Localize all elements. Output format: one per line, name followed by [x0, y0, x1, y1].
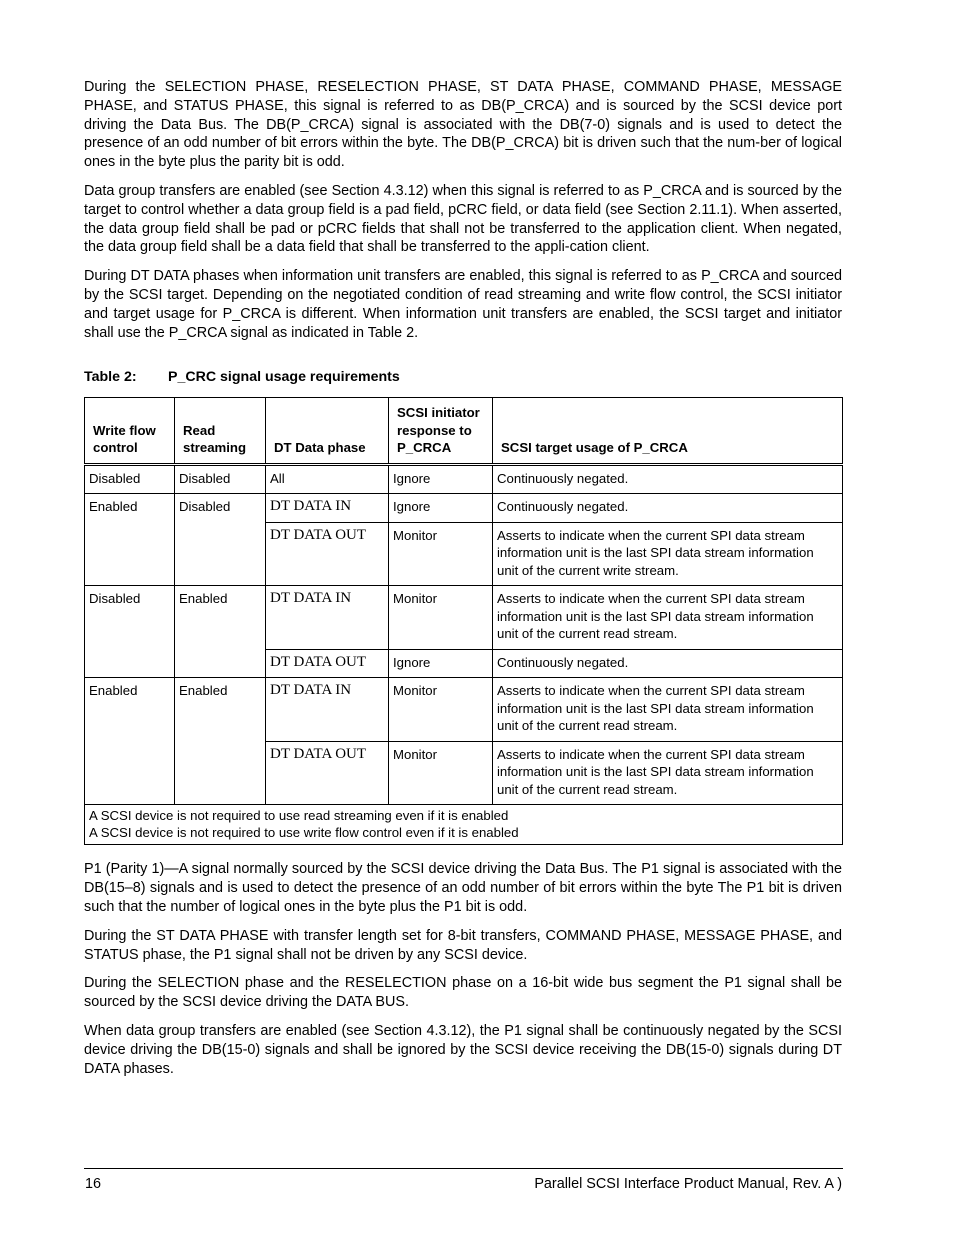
cell-phase: DT DATA OUT [266, 522, 389, 586]
paragraph-dt-data: During DT DATA phases when information unit transfers are enabled, this signal is referred to as P_CRCA and sourced by the SCSI target. Depending on the negotiated condition of read streaming and write flow control, the SCSI initiator and target usage for P_CRCA is different. When information unit transfers are enabled, the SCSI target and initiator shall use the P_CRCA signal as indicated in Table 2. [84, 268, 842, 341]
cell-response: Ignore [389, 464, 493, 494]
cell-response: Monitor [389, 678, 493, 742]
cell-response: Monitor [389, 522, 493, 586]
cell-usage: Continuously negated. [493, 464, 843, 494]
cell-phase: DT DATA OUT [266, 741, 389, 805]
header-write-flow: Write flow control [85, 398, 175, 465]
cell-usage: Asserts to indicate when the current SPI data stream information unit is the last SPI data stream information unit of the current read stream. [493, 586, 843, 650]
table-row [85, 494, 843, 523]
table-row [85, 586, 843, 650]
page-number: 16 [85, 1176, 102, 1192]
cell-write: Disabled [85, 464, 175, 494]
footer-divider [84, 1168, 843, 1169]
cell-read: Disabled [175, 494, 266, 586]
cell-phase: All [266, 464, 389, 494]
cell-usage: Asserts to indicate when the current SPI data stream information unit is the last SPI data stream information unit of the current read stream. [493, 741, 843, 805]
cell-phase: DT DATA IN [266, 678, 389, 742]
paragraph-p1-parity: P1 (Parity 1)—A signal normally sourced by the SCSI device driving the Data Bus. The P1 signal is associated with the DB(15–8) signals and is used to detect the presence of an odd number of bit errors within the byte The P1 bit is driven such that the number of logical ones in the byte plus the P1 bit is odd. [84, 861, 842, 915]
table-note: A SCSI device is not required to use read streaming even if it is enabled [89, 808, 509, 824]
cell-usage: Continuously negated. [493, 494, 843, 523]
header-target: SCSI target usage of P_CRCA [493, 398, 843, 465]
cell-write: Enabled [85, 494, 175, 586]
paragraph-data-group: Data group transfers are enabled (see Section 4.3.12) when this signal is referred to as P_CRCA and is sourced by the target to control whether a data group field is a pad field, pCRC field, or data field (see Section 2.11.1). When asserted, the data group field shall be pad or pCRC fields that shall not be transferred to the application client. When negated, the data group field shall be a data field that shall be transferred to the appli-cation client. [84, 182, 842, 256]
header-initiator: SCSI initiator response to P_CRCA [389, 398, 493, 465]
table-notes [85, 805, 843, 845]
cell-read: Enabled [175, 586, 266, 678]
table-row [85, 678, 843, 742]
cell-usage: Asserts to indicate when the current SPI data stream information unit is the last SPI data stream information unit of the current write stream. [493, 522, 843, 586]
pcrc-usage-table [84, 397, 843, 845]
cell-phase: DT DATA OUT [266, 649, 389, 678]
paragraph-st-data: During the ST DATA PHASE with transfer length set for 8-bit transfers, COMMAND PHASE, MESSAGE PHASE, and STATUS phase, the P1 signal shall not be driven by any SCSI device. [84, 927, 842, 963]
table-title: P_CRC signal usage requirements [168, 369, 400, 386]
cell-read: Enabled [175, 678, 266, 805]
paragraph-db-p-crca: During the SELECTION PHASE, RESELECTION PHASE, ST DATA PHASE, COMMAND PHASE, MESSAGE PHASE, and STATUS PHASE, this signal is referred to as DB(P_CRCA) and is sourced by the SCSI device port driving the Data Bus. The DB(P_CRCA) signal is associated with the DB(7-0) signals and is used to detect the presence of an odd number of bit errors within the byte. The DB(P_CRCA) bit is driven such that the num-ber of logical ones in the byte plus the parity bit is odd. [84, 79, 842, 171]
header-dt-phase: DT Data phase [266, 398, 389, 465]
table-notes-row [85, 805, 843, 845]
table-number: Table 2: [84, 369, 137, 386]
document-page [84, 78, 842, 1088]
paragraph-data-group-p1: When data group transfers are enabled (see Section 4.3.12), the P1 signal shall be continuously negated by the SCSI device driving the DB(15-0) signals and shall be ignored by the SCSI device receiving the DB(15-0) signals during DT DATA phases. [84, 1022, 842, 1077]
cell-response: Monitor [389, 741, 493, 805]
manual-title: Parallel SCSI Interface Product Manual, Rev. A ) [534, 1176, 842, 1192]
table-header-row [85, 398, 843, 465]
cell-response: Ignore [389, 494, 493, 523]
cell-response: Monitor [389, 586, 493, 650]
cell-response: Ignore [389, 649, 493, 678]
table-note: A SCSI device is not required to use write flow control even if it is enabled [89, 825, 519, 841]
cell-write: Disabled [85, 586, 175, 678]
cell-phase: DT DATA IN [266, 586, 389, 650]
cell-phase: DT DATA IN [266, 494, 389, 523]
table-caption [84, 369, 842, 385]
cell-usage: Asserts to indicate when the current SPI data stream information unit is the last SPI data stream information unit of the current read stream. [493, 678, 843, 742]
table-row [85, 464, 843, 494]
cell-usage: Continuously negated. [493, 649, 843, 678]
cell-read: Disabled [175, 464, 266, 494]
header-read-streaming: Read streaming [175, 398, 266, 465]
paragraph-selection: During the SELECTION phase and the RESELECTION phase on a 16-bit wide bus segment the P1 signal shall be sourced by the SCSI device driving the DATA BUS. [84, 975, 842, 1011]
cell-write: Enabled [85, 678, 175, 805]
